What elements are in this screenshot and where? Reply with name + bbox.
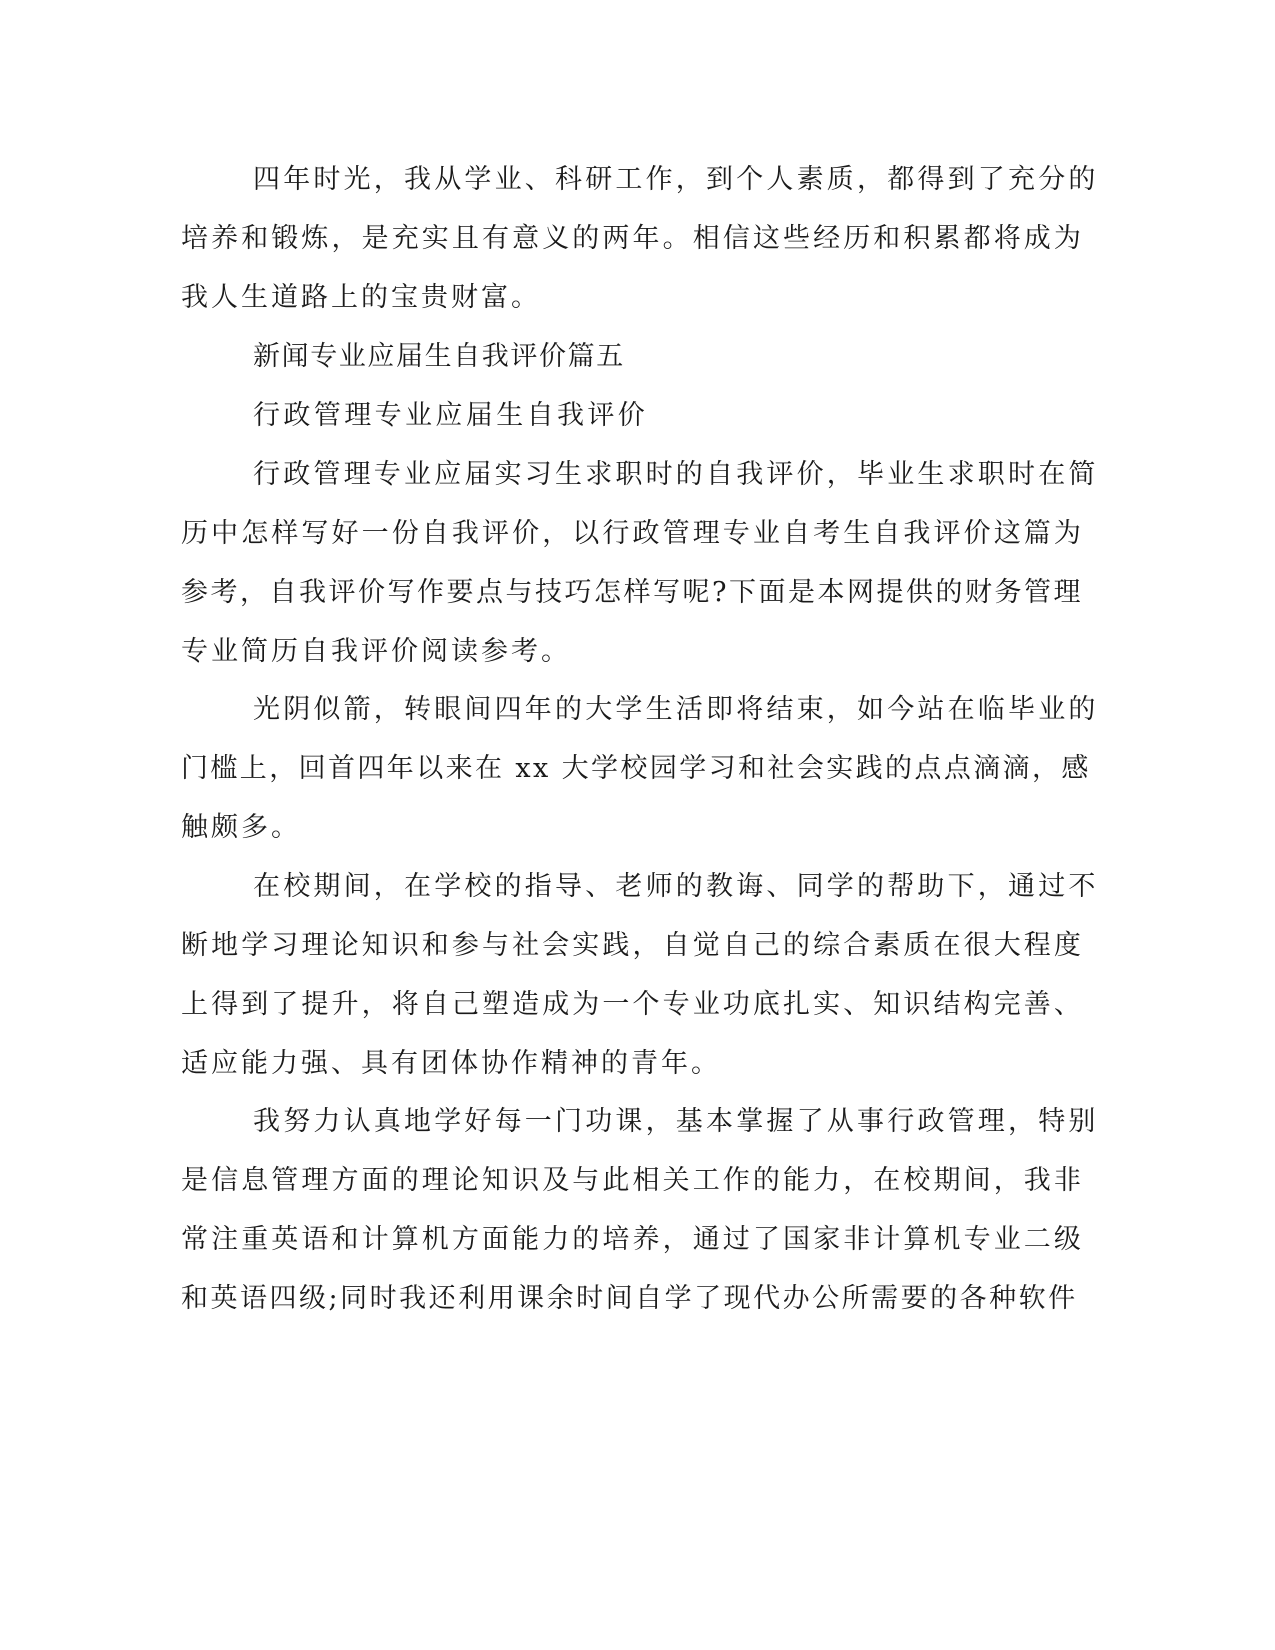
text-line: 我努力认真地学好每一门功课，基本掌握了从事行政管理，特别	[253, 1106, 1099, 1137]
text-line: 我人生道路上的宝贵财富。	[181, 282, 541, 313]
text-line: 适应能力强、具有团体协作精神的青年。	[181, 1048, 721, 1079]
text-line: 是信息管理方面的理论知识及与此相关工作的能力，在校期间，我非	[181, 1165, 1084, 1196]
text-line: 行政管理专业应届实习生求职时的自我评价，毕业生求职时在简	[253, 459, 1099, 490]
section-heading: 行政管理专业应届生自我评价	[253, 400, 649, 431]
text-line: 门槛上，回首四年以来在 xx 大学校园学习和社会实践的点点滴滴，感	[181, 753, 1091, 784]
text-line: 参考，自我评价写作要点与技巧怎样写呢?下面是本网提供的财务管理	[181, 577, 1083, 608]
text-line: 光阴似箭，转眼间四年的大学生活即将结束，如今站在临毕业的	[253, 694, 1099, 725]
text-line: 专业简历自我评价阅读参考。	[181, 636, 571, 667]
text-line: 断地学习理论知识和参与社会实践，自觉自己的综合素质在很大程度	[181, 930, 1084, 961]
text-line: 在校期间，在学校的指导、老师的教诲、同学的帮助下，通过不	[253, 871, 1099, 902]
text-line: 四年时光，我从学业、科研工作，到个人素质，都得到了充分的	[253, 164, 1099, 195]
text-line: 触颇多。	[181, 812, 301, 843]
text-line: 常注重英语和计算机方面能力的培养，通过了国家非计算机专业二级	[181, 1224, 1084, 1255]
section-heading: 新闻专业应届生自我评价篇五	[253, 341, 625, 372]
text-line: 和英语四级;同时我还利用课余时间自学了现代办公所需要的各种软件	[181, 1283, 1078, 1314]
text-line: 培养和锻炼，是充实且有意义的两年。相信这些经历和积累都将成为	[181, 223, 1084, 254]
text-line: 上得到了提升，将自己塑造成为一个专业功底扎实、知识结构完善、	[181, 989, 1084, 1020]
text-line: 历中怎样写好一份自我评价，以行政管理专业自考生自我评价这篇为	[181, 518, 1084, 549]
